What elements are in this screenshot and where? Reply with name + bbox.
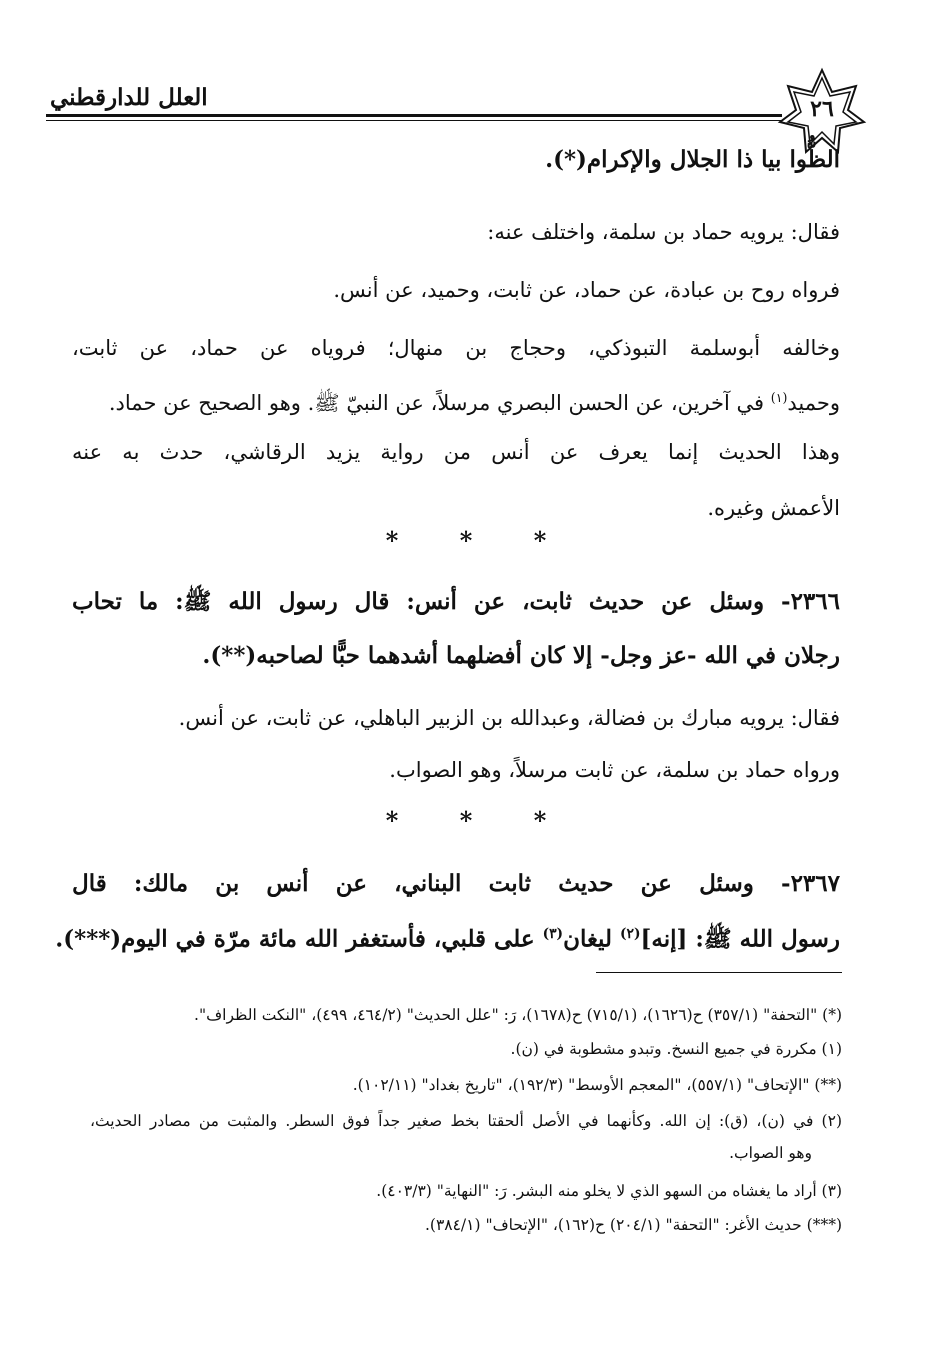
text-run: وحميد [787, 391, 840, 415]
footnote-2-line-2: وهو الصواب. [729, 1144, 812, 1162]
paragraph-3-line-1: وخالفه أبوسلمة التبوذكي، وحجاج بن منهال؛ فروياه عن حماد، عن ثابت، [72, 336, 840, 360]
continued-hadith-line: الظُّوا بيا ذا الجلال والإكرام(*). [545, 146, 840, 173]
footnote-ref-3: (٣) [542, 926, 564, 942]
separator-star: * [385, 806, 399, 835]
footnote-3: (٣) أراد ما يغشاه من السهو الذي لا يخلو منه البشر. رَ: "النهاية" (٤٠٣/٣). [376, 1182, 842, 1200]
separator-star: * [533, 806, 547, 835]
text-run: رسول الله ﷺ: [إنه] [640, 925, 840, 953]
paragraph-2: فرواه روح بن عبادة، عن حماد، عن ثابت، وحميد، عن أنس. [333, 278, 840, 302]
separator-star: * [459, 526, 473, 555]
separator-star: * [459, 806, 473, 835]
footnote-star-2: (**) "الإتحاف" (٥٥٧/١)، "المعجم الأوسط" (١٩٢/٣)، "تاريخ بغداد" (١٠٢/١١). [352, 1076, 842, 1094]
footnote-star-3: (***) حديث الأغر: "التحفة" (٢٠٤/١) ح(١٦٢)، "الإتحاف" (٣٨٤/١). [424, 1216, 842, 1234]
entry-2366-line-1: ٢٣٦٦- وسئل عن حديث ثابت، عن أنس: قال رسول الله ﷺ: ما تحاب [72, 588, 840, 615]
page-number: ٢٦ [810, 96, 834, 122]
paragraph-5: فقال: يرويه مبارك بن فضالة، وعبدالله بن الزبير الباهلي، عن ثابت، عن أنس. [178, 706, 840, 730]
paragraph-1: فقال: يرويه حماد بن سلمة، واختلف عنه: [487, 220, 840, 244]
footnote-star-1: (*) "التحفة" (٣٥٧/١) ح(١٦٢٦)، (٧١٥/١) ح(١٦٧٨)، رَ: "علل الحديث" (٤٦٤/٢، ٤٩٩)، "النكت الظراف". [194, 1006, 842, 1024]
entry-2367-line-1: ٢٣٦٧- وسئل عن حديث ثابت البناني، عن أنس بن مالك: قال [72, 870, 840, 897]
entry-2366-line-2: رجلان في الله -عز وجل- إلا كان أفضلهما أشدهما حبًّا لصاحبه(**). [202, 642, 840, 669]
paragraph-6: ورواه حماد بن سلمة، عن ثابت مرسلاً، وهو الصواب. [389, 758, 840, 782]
section-separator-stars [0, 526, 932, 555]
paragraph-4-line-2: الأعمش وغيره. [707, 496, 840, 520]
paragraph-4-line-1: وهذا الحديث إنما يعرف عن أنس من رواية يزيد الرقاشي، حدث به عنه [72, 440, 840, 464]
entry-2367-line-2 [55, 906, 840, 968]
paragraph-3-line-2 [109, 370, 840, 431]
text-run: ليغان [563, 925, 621, 953]
header-rule-thin [46, 120, 782, 121]
header-rule-thick [46, 114, 782, 117]
footnote-ref-1: (١) [770, 390, 788, 405]
section-separator-stars [0, 806, 932, 835]
text-run: على قلبي، فأستغفر الله مائة مرّة في اليوم(***). [55, 925, 543, 953]
separator-star: * [533, 526, 547, 555]
running-header-title: العلل للدارقطني [50, 84, 208, 111]
text-run: في آخرين، عن الحسن البصري مرسلاً، عن النبيّ ﷺ. وهو الصحيح عن حماد. [108, 391, 771, 415]
separator-star: * [385, 526, 399, 555]
footnote-separator [596, 972, 842, 973]
footnote-ref-2: (٢) [620, 926, 641, 942]
footnote-1: (١) مكررة في جميع النسخ. وتبدو مشطوبة في (ن). [510, 1040, 842, 1058]
footnote-2-line-1: (٢) في (ن)، (ق): إن الله. وكأنهما في الأصل ألحقتا بخط صغير جداً فوق السطر. والمثبت من مصادر الحديث، [90, 1112, 842, 1130]
